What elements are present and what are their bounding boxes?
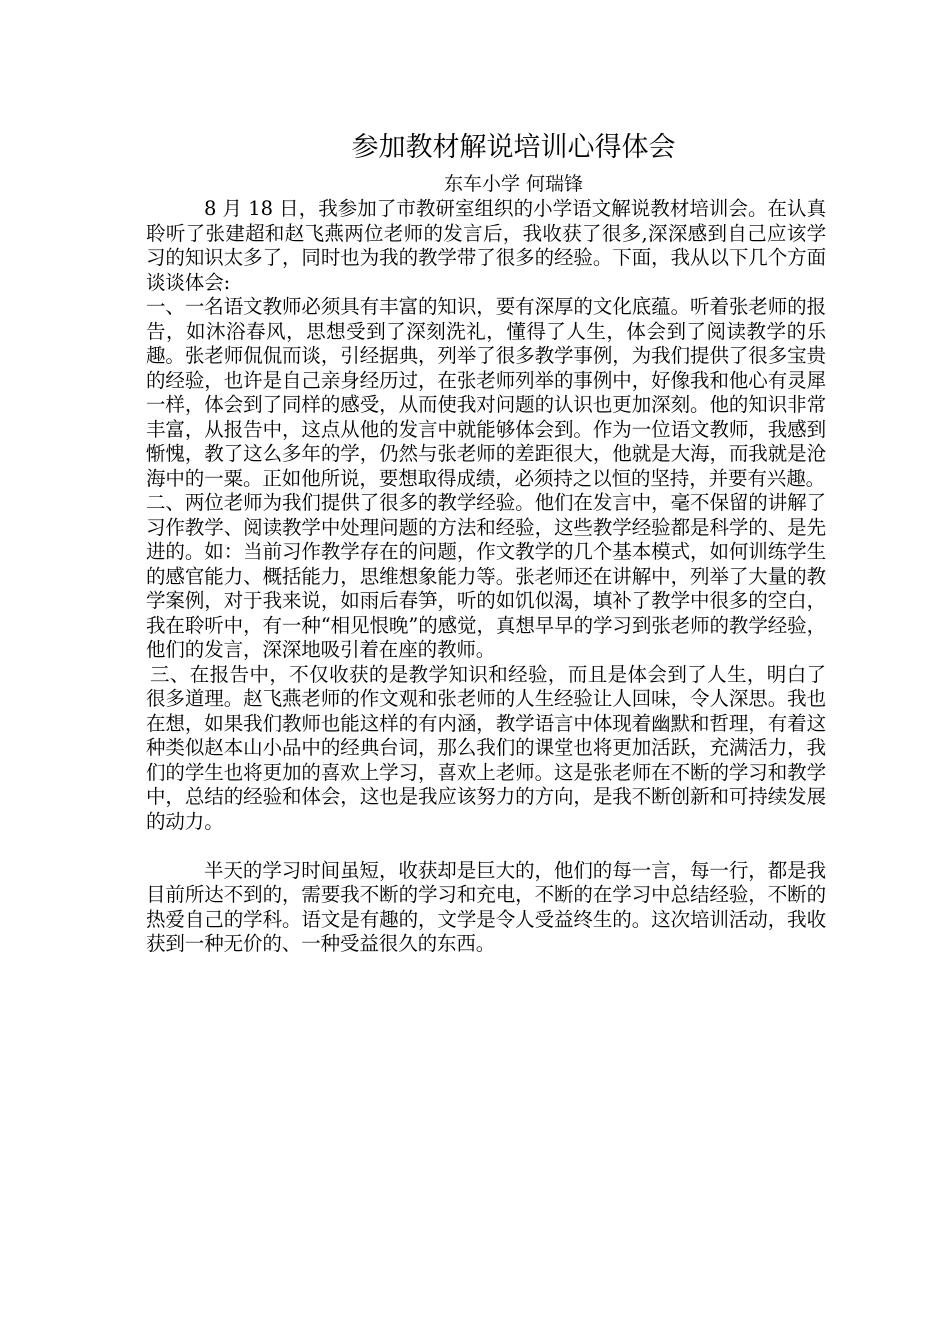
point-three-paragraph: 三、在报告中，不仅收获的是教学知识和经验，而且是体会到了人生，明白了很多道理。赵飞燕老师的作文观和张老师的人生经验让人回味，令人深思。我也在想，如果我们教师也能这样的有内涵，教学语言中体现着幽默和哲理，有着这种类似赵本山小品中的经典台词，那么我们的课堂也将更加活跃，充满活力，我们的学生也将更加的喜欢上学习，喜欢上老师。这是张老师在不断的学习和教学中，总结的经验和体会，这也是我应该努力的方向，是我不断创新和可持续发展的动力。 [146,662,826,833]
author-byline: 东车小学 何瑞锋 [443,173,584,195]
document-title: 参加教材解说培训心得体会 [351,132,676,163]
point-one-paragraph: 一、一名语文教师必须具有丰富的知识，要有深厚的文化底蕴。听着张老师的报告，如沐浴春风，思想受到了深刻洗礼，懂得了人生，体会到了阅读教学的乐趣。张老师侃侃而谈，引经据典，列举了很多教学事例，为我们提供了很多宝贵的经验，也许是自己亲身经历过，在张老师列举的事例中，好像我和他心有灵犀一样，体会到了同样的感受，从而使我对问题的认识也更加深刻。他的知识非常丰富，从报告中，这点从他的发言中就能够体会到。作为一位语文教师，我感到惭愧，教了这么多年的学，仍然与张老师的差距很大，他就是大海，而我就是沧海中的一粟。正如他所说，要想取得成绩，必须持之以恒的坚持，并要有兴趣。 [146,295,826,490]
document-page [146,128,826,957]
conclusion-paragraph: 半天的学习时间虽短，收获却是巨大的，他们的每一言，每一行，都是我目前所达不到的，需要我不断的学习和充电，不断的在学习中总结经验，不断的热爱自己的学科。语文是有趣的，文学是令人受益终生的。这次培训活动，我收获到一种无价的、一种受益很久的东西。 [146,858,826,955]
intro-paragraph: 8 月 18 日，我参加了市教研室组织的小学语文解说教材培训会。在认真聆听了张建超和赵飞燕两位老师的发言后，我收获了很多,深深感到自己应该学习的知识太多了，同时也为我的教学带了很多的经验。下面，我从以下几个方面谈谈体会: [146,197,826,294]
point-two-paragraph: 二、两位老师为我们提供了很多的教学经验。他们在发言中，毫不保留的讲解了习作教学、阅读教学中处理问题的方法和经验，这些教学经验都是科学的、是先进的。如：当前习作教学存在的问题，作文教学的几个基本模式，如何训练学生的感官能力、概括能力，思维想象能力等。张老师还在讲解中，列举了大量的教学案例，对于我来说，如雨后春笋，听的如饥似渴，填补了教学中很多的空白，我在聆听中，有一种“相见恨晚”的感觉，真想早早的学习到张老师的教学经验，他们的发言，深深地吸引着在座的教师。 [146,491,826,661]
paragraph-spacer [146,834,826,859]
